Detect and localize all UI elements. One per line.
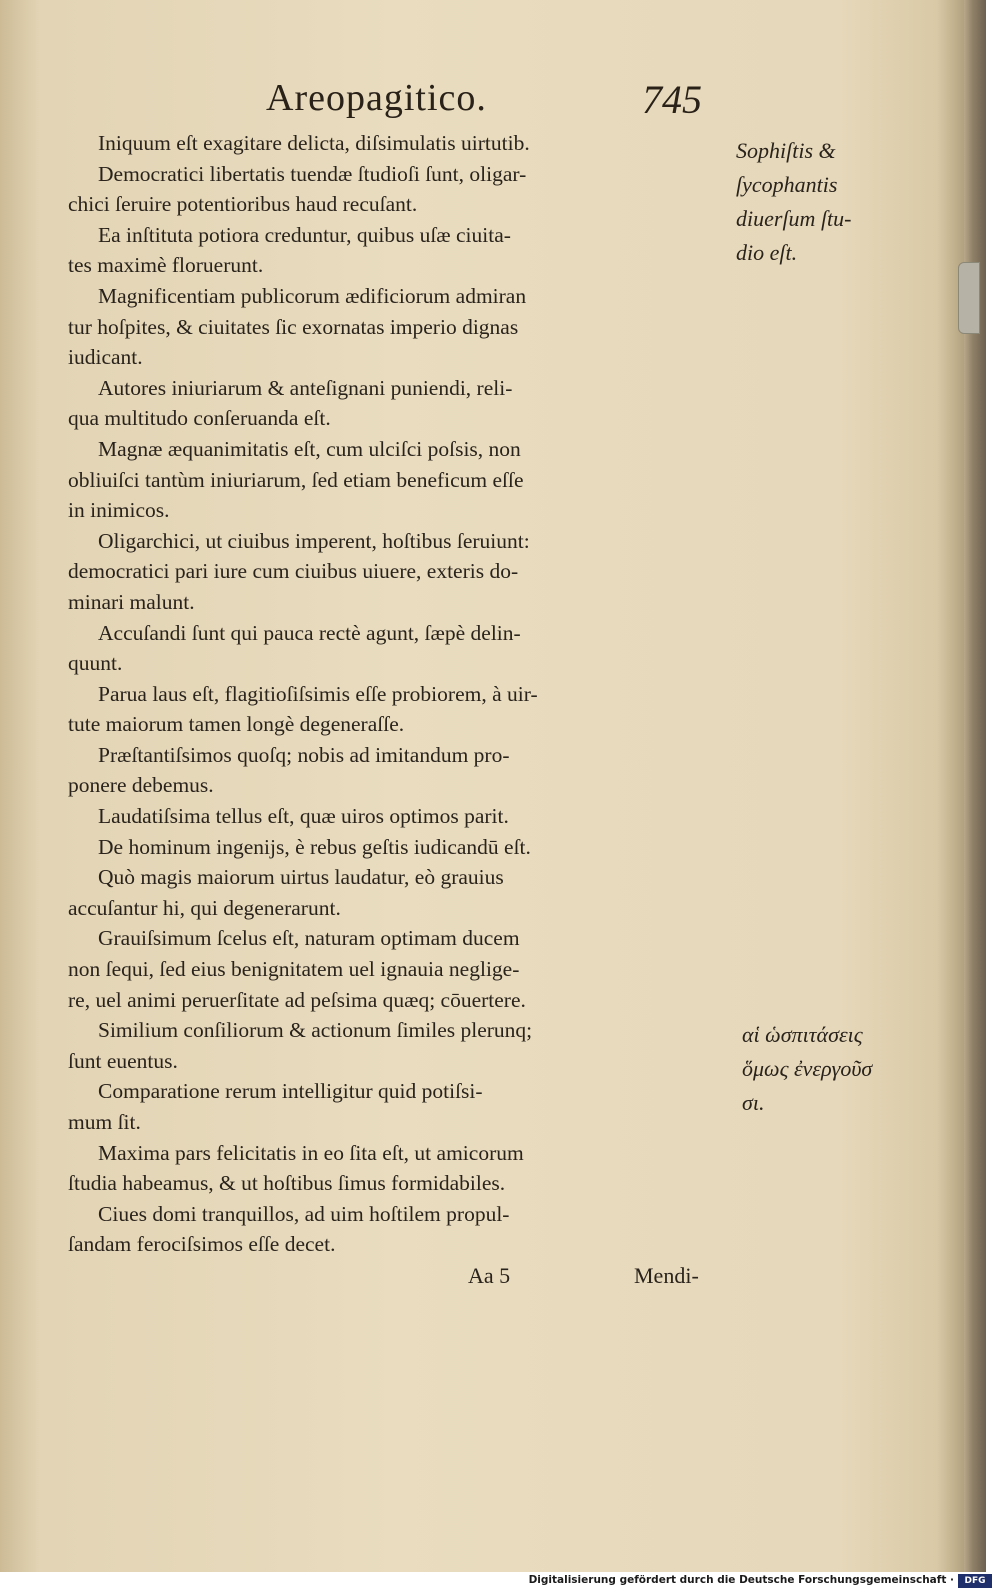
- text-line: tes maximè floruerunt.: [68, 253, 264, 278]
- text-line: quunt.: [68, 651, 123, 676]
- text-line: ſunt euentus.: [68, 1048, 178, 1073]
- text-line: in inimicos.: [68, 498, 170, 523]
- body-text: [68, 128, 728, 1260]
- margin-note-line: ſycophantis: [736, 172, 838, 197]
- page-header: [0, 76, 760, 126]
- text-line: Iniquum eſt exagitare delicta, diſsimulatis uirtutib.: [98, 131, 530, 155]
- text-line: tur hoſpites, & ciuitates ſic exornatas imperio dignas: [68, 314, 519, 339]
- funding-credit: Digitalisierung gefördert durch die Deutsche Forschungsgemeinschaft ·: [528, 1574, 954, 1586]
- text-line: Accuſandi ſunt qui pauca rectè agunt, ſæpè delin-: [98, 620, 521, 645]
- page-number: 745: [642, 77, 702, 122]
- text-line: democratici pari iure cum ciuibus uiuere, exteris do-: [68, 559, 519, 584]
- text-line: Magnificentiam publicorum ædificiorum admiran: [98, 283, 527, 308]
- text-line: Quò magis maiorum uirtus laudatur, eò grauius: [98, 865, 504, 890]
- dfg-logo: DFG: [958, 1574, 992, 1588]
- text-line: iudicant.: [68, 345, 143, 370]
- text-line: chici ſeruire potentioribus haud recuſant.: [68, 192, 418, 217]
- margin-note-greek: [742, 1018, 872, 1120]
- running-title: Areopagitico.: [266, 77, 487, 119]
- text-line: re, uel animi peruerſitate ad peſsima quæq; cōuertere.: [68, 987, 526, 1012]
- margin-note-line: σι.: [742, 1090, 765, 1115]
- text-line: accuſantur hi, qui degenerarunt.: [68, 895, 341, 920]
- signature-line: [0, 1263, 760, 1293]
- text-line: Maxima pars felicitatis in eo ſita eſt, ut amicorum: [98, 1140, 524, 1165]
- text-line: Autores iniuriarum & anteſignani puniendi, reli-: [98, 375, 513, 400]
- margin-note-line: αἱ ὡσπιτάσεις: [742, 1022, 863, 1047]
- text-line: ſandam ferociſsimos eſſe decet.: [68, 1232, 336, 1257]
- margin-note-sophists: [736, 134, 852, 270]
- text-line: Comparatione rerum intelligitur quid potiſsi-: [98, 1079, 483, 1104]
- text-line: Laudatiſsima tellus eſt, quæ uiros optimos parit.: [98, 804, 509, 829]
- text-line: Ciues domi tranquillos, ad uim hoſtilem propul-: [98, 1201, 510, 1226]
- text-line: ſtudia habeamus, & ut hoſtibus ſimus formidabiles.: [68, 1171, 506, 1196]
- margin-note-line: Sophiſtis &: [736, 138, 836, 163]
- text-line: De hominum ingenijs, è rebus geſtis iudicandū eſt.: [98, 834, 531, 859]
- text-line: Ea inſtituta potiora creduntur, quibus uſæ ciuita-: [98, 222, 511, 247]
- digitization-footer: [0, 1572, 1000, 1590]
- text-line: Parua laus eſt, flagitioſiſsimis eſſe probiorem, à uir-: [98, 681, 538, 706]
- page-edge: [964, 0, 986, 1572]
- text-line: ponere debemus.: [68, 773, 214, 798]
- text-line: Grauiſsimum ſcelus eſt, naturam optimam ducem: [98, 926, 520, 951]
- page-tab-marker: [958, 262, 980, 334]
- text-line: minari malunt.: [68, 589, 195, 614]
- text-line: Præſtantiſsimos quoſq; nobis ad imitandum pro-: [98, 742, 510, 767]
- margin-note-line: diuerſum ſtu-: [736, 206, 852, 231]
- text-line: mum ſit.: [68, 1110, 141, 1134]
- text-line: obliuiſci tantùm iniuriarum, ſed etiam beneficum eſſe: [68, 467, 524, 492]
- text-line: tute maiorum tamen longè degeneraſſe.: [68, 712, 405, 737]
- text-line: Magnæ æquanimitatis eſt, cum ulciſci poſsis, non: [98, 436, 521, 461]
- text-line: non ſequi, ſed eius benignitatem uel ignauia neglige-: [68, 957, 520, 982]
- text-line: Oligarchici, ut ciuibus imperent, hoſtibus ſeruiunt:: [98, 528, 530, 553]
- margin-note-line: dio eſt.: [736, 240, 798, 265]
- text-line: Similium conſiliorum & actionum ſimiles plerunq;: [98, 1018, 533, 1043]
- text-line: Democratici libertatis tuendæ ſtudioſi ſunt, oligar-: [98, 161, 527, 186]
- signature-mark: Aa 5: [468, 1263, 511, 1288]
- margin-note-line: ὅμως ἐνεργοῦσ: [742, 1056, 873, 1081]
- catchword: Mendi-: [634, 1263, 699, 1288]
- text-line: qua multitudo conſeruanda eſt.: [68, 406, 331, 431]
